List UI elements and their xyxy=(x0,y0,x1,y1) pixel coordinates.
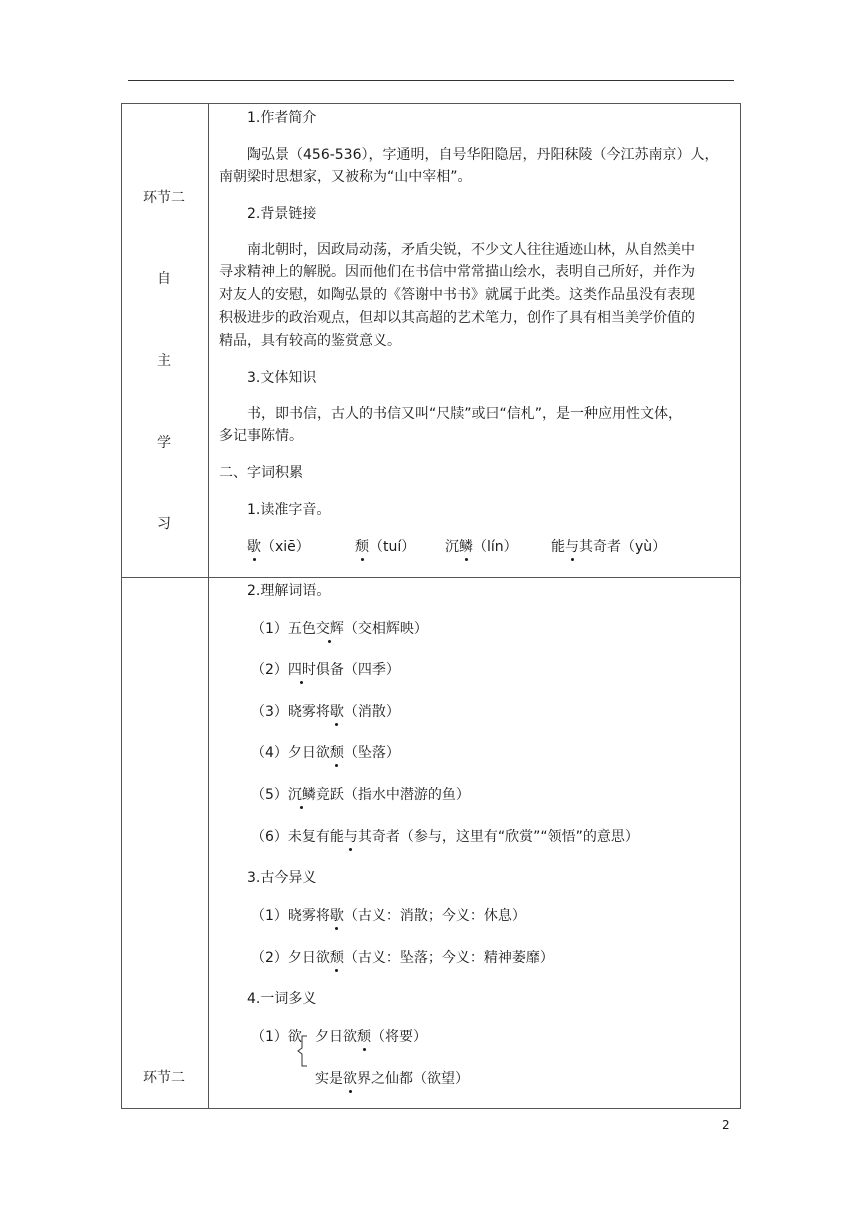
emphasis-word: 沉鳞 xyxy=(287,787,316,803)
item-prefix: （2） xyxy=(251,662,288,678)
understand-item-1 xyxy=(251,619,428,639)
pron-reading: （tuí） xyxy=(369,539,416,555)
pronunciation-heading: 1.读准字音。 xyxy=(247,502,331,518)
item-gloss: 界之仙都（欲望） xyxy=(357,1071,469,1087)
background-line-1: 南北朝时，因政局动荡，矛盾尖锐，不少文人往往遁迹山林，从自然美中 xyxy=(247,242,695,258)
pron-reading: 其奇者（yù） xyxy=(579,539,667,555)
item-prefix: （6）未复有能 xyxy=(251,829,344,845)
vertical-char-xi: 习 xyxy=(157,516,171,532)
emphasis-word: 与 xyxy=(343,829,358,845)
polysemy-heading: 4.一词多义 xyxy=(247,991,317,1007)
author-heading: 1.作者简介 xyxy=(247,110,317,126)
item-gloss: （将要） xyxy=(371,1029,427,1045)
item-gloss: （消散） xyxy=(343,704,400,720)
item-prefix: （5） xyxy=(251,787,288,803)
ancient-item-2 xyxy=(251,948,554,968)
understand-item-6 xyxy=(251,827,639,847)
emphasis-char: 颓 xyxy=(329,950,344,966)
item-gloss: 竞跃（指水中潜游的鱼） xyxy=(315,787,470,803)
genre-heading: 3.文体知识 xyxy=(247,370,317,386)
item-prefix: 夕日欲 xyxy=(315,1029,357,1045)
item-gloss: （坠落） xyxy=(343,745,400,761)
item-prefix: （3）晓雾将 xyxy=(251,704,330,720)
item-prefix: （4）夕日欲 xyxy=(251,745,330,761)
item-gloss: （古义：消散；今义：休息） xyxy=(343,908,526,924)
emphasis-char: 欲 xyxy=(343,1071,357,1087)
pron-item-lin xyxy=(445,537,518,557)
background-line-5: 精品，具有较高的鉴赏意义。 xyxy=(219,333,401,349)
emphasis-char: 颓 xyxy=(355,539,369,555)
item-prefix: （1）晓雾将 xyxy=(251,908,330,924)
vertical-char-xue: 学 xyxy=(157,435,171,451)
item-gloss: （古义：坠落；今义：精神萎靡） xyxy=(343,950,554,966)
item-prefix: （1）五色 xyxy=(251,621,316,637)
pron-item-yu xyxy=(551,537,666,557)
emphasis-char: 鳞 xyxy=(459,539,473,555)
item-gloss: 其奇者（参与，这里有“欣赏”“领悟”的意思） xyxy=(357,829,639,845)
understand-item-5 xyxy=(251,785,470,805)
polysemy-line-1 xyxy=(315,1027,427,1047)
emphasis-word: 交辉 xyxy=(315,621,344,637)
item-gloss: （交相辉映） xyxy=(343,621,428,637)
emphasis-char: 歇 xyxy=(329,908,344,924)
item-gloss: 俱备（四季） xyxy=(315,662,400,678)
background-heading: 2.背景链接 xyxy=(247,206,317,222)
row-divider xyxy=(122,577,740,578)
polysemy-line-2 xyxy=(315,1069,469,1089)
column-divider xyxy=(208,104,209,1108)
pron-item-xie xyxy=(247,537,310,557)
polysemy-label: （1）欲 xyxy=(251,1029,302,1045)
background-line-4: 积极进步的政治观点，但却以其高超的艺术笔力，创作了具有相当美学价值的 xyxy=(219,310,695,326)
item-prefix: 实是 xyxy=(315,1071,343,1087)
brace-bracket xyxy=(296,1034,310,1068)
genre-line-2: 多记事陈情。 xyxy=(219,428,303,444)
section-label-bottom: 环节二 xyxy=(143,1070,185,1086)
pron-reading: （xiē） xyxy=(261,539,310,555)
pron-prefix: 能 xyxy=(551,539,565,555)
emphasis-word: 四时 xyxy=(287,662,316,678)
emphasis-char: 颓 xyxy=(357,1029,371,1045)
pron-item-tui xyxy=(355,537,415,557)
ancient-modern-heading: 3.古今异义 xyxy=(247,870,317,886)
author-line-1: 陶弘景（456-536），字通明，自号华阳隐居，丹阳秣陵（今江苏南京）人， xyxy=(247,147,719,163)
vertical-char-zi: 自 xyxy=(157,271,171,287)
emphasis-word: 颓 xyxy=(329,745,344,761)
section-label-top: 环节二 xyxy=(143,190,185,206)
page-number: 2 xyxy=(722,1118,730,1132)
pron-prefix: 沉 xyxy=(445,539,459,555)
vertical-char-zhu: 主 xyxy=(157,353,171,369)
understand-item-2 xyxy=(251,660,400,680)
background-line-3: 对友人的安慰，如陶弘景的《答谢中书书》就属于此类。这类作品虽没有表现 xyxy=(219,287,695,303)
vocab-heading: 二、字词积累 xyxy=(219,465,303,481)
understand-item-4 xyxy=(251,743,400,763)
emphasis-char: 与 xyxy=(565,539,579,555)
understand-item-3 xyxy=(251,702,400,722)
emphasis-word: 歇 xyxy=(329,704,344,720)
background-line-2: 寻求精神上的解脱。因而他们在书信中常常描山绘水，表明自己所好，并作为 xyxy=(219,264,695,280)
pron-reading: （lín） xyxy=(473,539,518,555)
author-line-2: 南朝梁时思想家，又被称为“山中宰相”。 xyxy=(219,169,472,185)
item-prefix: （2）夕日欲 xyxy=(251,950,330,966)
understand-heading: 2.理解词语。 xyxy=(247,583,331,599)
ancient-item-1 xyxy=(251,906,526,926)
emphasis-char: 歇 xyxy=(247,539,261,555)
header-rule xyxy=(128,80,734,81)
genre-line-1: 书，即书信，古人的书信又叫“尺牍”或曰“信札”，是一种应用性文体， xyxy=(247,406,683,422)
